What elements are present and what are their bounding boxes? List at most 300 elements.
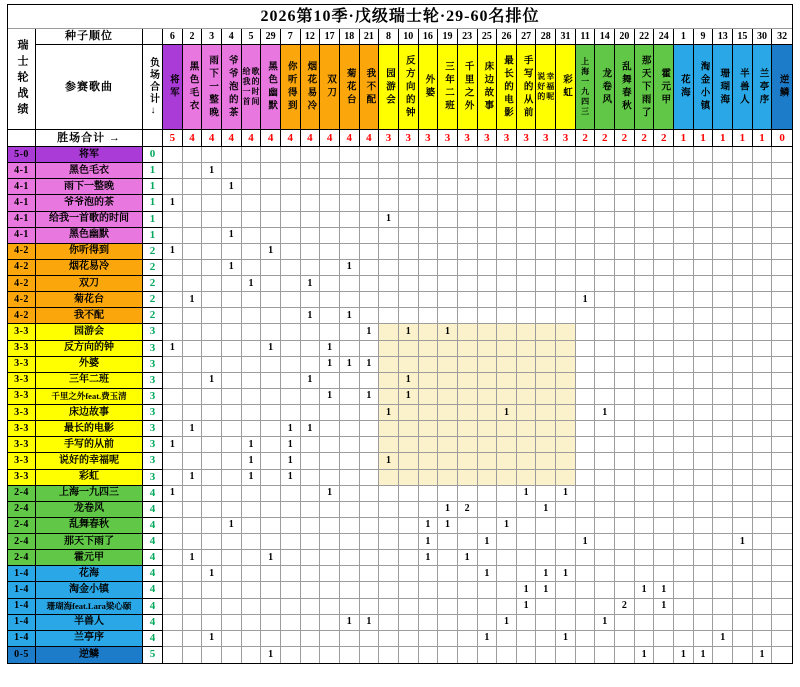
result-cell[interactable] [497,324,517,340]
result-cell[interactable]: 1 [399,324,419,340]
result-cell[interactable] [183,599,203,615]
result-cell[interactable] [694,470,714,486]
result-cell[interactable] [379,308,399,324]
row-song-cell[interactable]: 那天下雨了 [36,534,143,550]
row-score-cell[interactable]: 2-4 [8,518,36,534]
result-cell[interactable] [163,357,183,373]
result-cell[interactable] [261,260,281,276]
result-cell[interactable] [517,163,537,179]
result-cell[interactable] [163,228,183,244]
result-cell[interactable] [654,147,674,163]
result-cell[interactable]: 1 [183,470,203,486]
result-cell[interactable] [379,486,399,502]
result-cell[interactable] [360,405,380,421]
song-column-header[interactable]: 黑色幽默 [261,45,281,130]
result-cell[interactable] [163,212,183,228]
result-cell[interactable] [615,437,635,453]
result-cell[interactable] [615,260,635,276]
song-column-header[interactable]: 三年二班 [438,45,458,130]
result-cell[interactable] [654,566,674,582]
win-total-cell[interactable]: 2 [576,130,596,147]
song-column-header[interactable]: 龙卷风 [595,45,615,130]
result-cell[interactable] [360,534,380,550]
result-cell[interactable] [733,357,753,373]
win-total-cell[interactable]: 3 [419,130,439,147]
result-cell[interactable] [497,163,517,179]
result-cell[interactable]: 1 [163,195,183,211]
result-cell[interactable] [753,566,773,582]
result-cell[interactable] [772,244,792,260]
result-cell[interactable] [222,212,242,228]
result-cell[interactable]: 2 [458,502,478,518]
result-cell[interactable]: 1 [595,615,615,631]
win-total-cell[interactable]: 4 [202,130,222,147]
seed-cell[interactable]: 25 [478,29,498,45]
result-cell[interactable] [674,437,694,453]
row-score-cell[interactable]: 1-4 [8,566,36,582]
result-cell[interactable] [478,179,498,195]
result-cell[interactable]: 1 [320,389,340,405]
result-cell[interactable] [301,453,321,469]
result-cell[interactable] [183,566,203,582]
result-cell[interactable] [360,550,380,566]
result-cell[interactable] [320,437,340,453]
result-cell[interactable] [576,195,596,211]
result-cell[interactable] [497,341,517,357]
win-total-cell[interactable]: 4 [261,130,281,147]
result-cell[interactable] [399,244,419,260]
result-cell[interactable] [163,373,183,389]
row-song-cell[interactable]: 兰亭序 [36,631,143,647]
result-cell[interactable]: 1 [301,308,321,324]
result-cell[interactable] [674,470,694,486]
result-cell[interactable] [419,308,439,324]
result-cell[interactable] [399,647,419,663]
result-cell[interactable] [635,357,655,373]
result-cell[interactable] [536,228,556,244]
result-cell[interactable] [556,276,576,292]
result-cell[interactable] [694,147,714,163]
result-cell[interactable] [458,228,478,244]
song-column-header[interactable]: 菊花台 [340,45,360,130]
seed-cell[interactable]: 4 [222,29,242,45]
result-cell[interactable] [536,453,556,469]
result-cell[interactable] [261,357,281,373]
result-cell[interactable] [458,163,478,179]
song-column-header[interactable]: 霍元甲 [654,45,674,130]
result-cell[interactable] [301,292,321,308]
result-cell[interactable] [694,405,714,421]
row-loss-cell[interactable]: 3 [143,357,163,373]
result-cell[interactable] [517,212,537,228]
result-cell[interactable] [419,195,439,211]
result-cell[interactable] [595,292,615,308]
result-cell[interactable] [202,534,222,550]
result-cell[interactable] [202,437,222,453]
result-cell[interactable] [183,518,203,534]
win-total-cell[interactable]: 4 [360,130,380,147]
result-cell[interactable] [202,389,222,405]
result-cell[interactable] [674,276,694,292]
result-cell[interactable] [202,453,222,469]
result-cell[interactable] [556,502,576,518]
result-cell[interactable] [536,212,556,228]
result-cell[interactable] [753,292,773,308]
result-cell[interactable] [340,453,360,469]
result-cell[interactable]: 1 [163,341,183,357]
result-cell[interactable] [202,470,222,486]
result-cell[interactable] [753,308,773,324]
result-cell[interactable] [556,260,576,276]
seed-cell[interactable]: 17 [320,29,340,45]
result-cell[interactable] [753,260,773,276]
result-cell[interactable] [556,550,576,566]
result-cell[interactable] [576,405,596,421]
result-cell[interactable] [360,647,380,663]
result-cell[interactable] [379,437,399,453]
result-cell[interactable]: 1 [379,212,399,228]
result-cell[interactable] [222,534,242,550]
result-cell[interactable] [301,195,321,211]
result-cell[interactable] [536,244,556,260]
result-cell[interactable] [222,147,242,163]
result-cell[interactable] [654,631,674,647]
result-cell[interactable] [635,276,655,292]
result-cell[interactable] [576,566,596,582]
result-cell[interactable] [320,292,340,308]
result-cell[interactable] [183,212,203,228]
result-cell[interactable] [753,518,773,534]
result-cell[interactable]: 1 [576,534,596,550]
result-cell[interactable] [360,147,380,163]
result-cell[interactable] [694,212,714,228]
result-cell[interactable] [379,550,399,566]
result-cell[interactable]: 1 [222,179,242,195]
result-cell[interactable] [320,470,340,486]
row-score-cell[interactable]: 3-3 [8,389,36,405]
result-cell[interactable] [202,260,222,276]
result-cell[interactable] [281,389,301,405]
row-loss-cell[interactable]: 3 [143,453,163,469]
result-cell[interactable] [635,324,655,340]
result-cell[interactable] [713,453,733,469]
result-cell[interactable] [615,308,635,324]
result-cell[interactable] [202,324,222,340]
result-cell[interactable] [458,179,478,195]
result-cell[interactable]: 1 [202,566,222,582]
result-cell[interactable] [281,260,301,276]
result-cell[interactable] [595,244,615,260]
row-loss-cell[interactable]: 4 [143,534,163,550]
result-cell[interactable] [595,195,615,211]
result-cell[interactable] [497,502,517,518]
result-cell[interactable] [753,341,773,357]
row-score-cell[interactable]: 4-2 [8,308,36,324]
result-cell[interactable] [438,389,458,405]
result-cell[interactable] [753,550,773,566]
row-score-cell[interactable]: 5-0 [8,147,36,163]
result-cell[interactable] [635,147,655,163]
result-cell[interactable] [694,179,714,195]
result-cell[interactable] [202,518,222,534]
result-cell[interactable] [261,518,281,534]
result-cell[interactable] [399,631,419,647]
result-cell[interactable] [222,324,242,340]
seed-cell[interactable]: 31 [556,29,576,45]
row-song-cell[interactable]: 园游会 [36,324,143,340]
seed-cell[interactable]: 2 [183,29,203,45]
result-cell[interactable] [654,260,674,276]
result-cell[interactable] [183,324,203,340]
result-cell[interactable] [438,357,458,373]
result-cell[interactable] [576,615,596,631]
row-score-cell[interactable]: 4-1 [8,195,36,211]
row-loss-cell[interactable]: 4 [143,566,163,582]
result-cell[interactable] [654,486,674,502]
result-cell[interactable] [399,276,419,292]
result-cell[interactable] [674,147,694,163]
result-cell[interactable] [340,647,360,663]
result-cell[interactable] [595,276,615,292]
result-cell[interactable] [635,341,655,357]
result-cell[interactable] [694,357,714,373]
result-cell[interactable] [222,470,242,486]
result-cell[interactable] [576,163,596,179]
result-cell[interactable] [320,228,340,244]
result-cell[interactable] [340,486,360,502]
result-cell[interactable] [635,228,655,244]
result-cell[interactable] [202,582,222,598]
result-cell[interactable] [301,566,321,582]
result-cell[interactable] [772,276,792,292]
result-cell[interactable] [595,437,615,453]
result-cell[interactable] [261,599,281,615]
result-cell[interactable] [576,244,596,260]
result-cell[interactable] [517,631,537,647]
result-cell[interactable] [654,163,674,179]
result-cell[interactable] [202,228,222,244]
result-cell[interactable] [478,324,498,340]
result-cell[interactable]: 1 [202,631,222,647]
row-loss-cell[interactable]: 2 [143,276,163,292]
result-cell[interactable] [458,534,478,550]
result-cell[interactable] [478,163,498,179]
result-cell[interactable] [772,292,792,308]
result-cell[interactable] [497,486,517,502]
result-cell[interactable] [163,389,183,405]
result-cell[interactable] [320,582,340,598]
row-score-cell[interactable]: 3-3 [8,373,36,389]
result-cell[interactable] [202,502,222,518]
result-cell[interactable] [635,163,655,179]
result-cell[interactable] [753,389,773,405]
song-column-header[interactable]: 淘金小镇 [694,45,714,130]
result-cell[interactable] [163,566,183,582]
result-cell[interactable] [202,405,222,421]
result-cell[interactable] [733,244,753,260]
result-cell[interactable] [438,647,458,663]
result-cell[interactable]: 1 [517,599,537,615]
result-cell[interactable]: 1 [419,550,439,566]
result-cell[interactable] [242,292,262,308]
result-cell[interactable] [301,147,321,163]
result-cell[interactable]: 1 [694,647,714,663]
result-cell[interactable] [360,292,380,308]
result-cell[interactable] [458,405,478,421]
result-cell[interactable] [360,373,380,389]
result-cell[interactable] [478,453,498,469]
result-cell[interactable] [458,631,478,647]
result-cell[interactable] [635,212,655,228]
result-cell[interactable]: 1 [261,647,281,663]
result-cell[interactable] [733,518,753,534]
seed-cell[interactable]: 19 [438,29,458,45]
result-cell[interactable] [713,582,733,598]
result-cell[interactable] [497,373,517,389]
result-cell[interactable] [595,212,615,228]
result-cell[interactable] [733,550,753,566]
result-cell[interactable] [635,389,655,405]
row-score-cell[interactable]: 3-3 [8,324,36,340]
result-cell[interactable] [183,179,203,195]
result-cell[interactable] [595,486,615,502]
result-cell[interactable] [222,647,242,663]
row-score-cell[interactable]: 3-3 [8,453,36,469]
result-cell[interactable] [556,647,576,663]
result-cell[interactable] [222,615,242,631]
result-cell[interactable] [183,502,203,518]
result-cell[interactable]: 1 [163,244,183,260]
result-cell[interactable] [753,599,773,615]
result-cell[interactable] [713,486,733,502]
result-cell[interactable] [478,421,498,437]
result-cell[interactable] [281,502,301,518]
result-cell[interactable] [379,373,399,389]
song-column-header[interactable]: 上海一九四三 [576,45,596,130]
result-cell[interactable] [379,599,399,615]
result-cell[interactable] [733,486,753,502]
result-cell[interactable] [301,212,321,228]
result-cell[interactable] [163,550,183,566]
result-cell[interactable] [222,631,242,647]
row-score-cell[interactable]: 1-4 [8,599,36,615]
result-cell[interactable] [674,534,694,550]
result-cell[interactable] [674,195,694,211]
row-loss-cell[interactable]: 4 [143,518,163,534]
result-cell[interactable] [772,453,792,469]
result-cell[interactable]: 1 [536,502,556,518]
result-cell[interactable] [753,502,773,518]
result-cell[interactable] [360,518,380,534]
row-loss-cell[interactable]: 3 [143,341,163,357]
result-cell[interactable] [654,647,674,663]
result-cell[interactable] [576,470,596,486]
result-cell[interactable] [458,260,478,276]
result-cell[interactable]: 1 [379,405,399,421]
result-cell[interactable] [438,486,458,502]
result-cell[interactable] [301,244,321,260]
result-cell[interactable]: 1 [536,566,556,582]
result-cell[interactable] [438,437,458,453]
win-total-cell[interactable]: 1 [753,130,773,147]
row-song-cell[interactable]: 上海一九四三 [36,486,143,502]
row-score-cell[interactable]: 4-2 [8,260,36,276]
result-cell[interactable] [497,308,517,324]
result-cell[interactable]: 1 [222,228,242,244]
result-cell[interactable] [458,276,478,292]
result-cell[interactable] [753,179,773,195]
result-cell[interactable] [242,566,262,582]
result-cell[interactable] [242,389,262,405]
result-cell[interactable] [694,518,714,534]
result-cell[interactable] [733,405,753,421]
result-cell[interactable] [635,550,655,566]
result-cell[interactable] [478,550,498,566]
result-cell[interactable] [713,405,733,421]
result-cell[interactable] [517,308,537,324]
result-cell[interactable] [163,631,183,647]
result-cell[interactable] [419,405,439,421]
result-cell[interactable] [753,212,773,228]
result-cell[interactable] [340,582,360,598]
result-cell[interactable] [694,599,714,615]
result-cell[interactable] [674,389,694,405]
result-cell[interactable] [556,357,576,373]
row-score-cell[interactable]: 4-2 [8,276,36,292]
result-cell[interactable]: 1 [576,292,596,308]
result-cell[interactable] [261,534,281,550]
result-cell[interactable] [301,405,321,421]
result-cell[interactable] [517,615,537,631]
row-song-cell[interactable]: 三年二班 [36,373,143,389]
row-loss-cell[interactable]: 3 [143,437,163,453]
row-song-cell[interactable]: 我不配 [36,308,143,324]
result-cell[interactable] [576,486,596,502]
result-cell[interactable] [654,389,674,405]
result-cell[interactable] [517,276,537,292]
result-cell[interactable] [242,518,262,534]
result-cell[interactable] [438,292,458,308]
result-cell[interactable] [772,615,792,631]
row-song-cell[interactable]: 逆鳞 [36,647,143,663]
result-cell[interactable] [281,228,301,244]
result-cell[interactable] [713,421,733,437]
result-cell[interactable] [753,437,773,453]
row-song-cell[interactable]: 反方向的钟 [36,341,143,357]
result-cell[interactable] [419,470,439,486]
row-song-cell[interactable]: 半兽人 [36,615,143,631]
result-cell[interactable] [261,437,281,453]
row-loss-cell[interactable]: 3 [143,324,163,340]
result-cell[interactable] [202,357,222,373]
result-cell[interactable] [478,195,498,211]
result-cell[interactable] [281,292,301,308]
result-cell[interactable] [438,179,458,195]
result-cell[interactable] [497,195,517,211]
row-song-cell[interactable]: 龙卷风 [36,502,143,518]
result-cell[interactable] [595,599,615,615]
result-cell[interactable] [497,244,517,260]
result-cell[interactable] [478,228,498,244]
result-cell[interactable]: 1 [281,453,301,469]
result-cell[interactable]: 1 [301,276,321,292]
result-cell[interactable] [340,566,360,582]
result-cell[interactable] [517,566,537,582]
result-cell[interactable] [694,566,714,582]
result-cell[interactable] [261,212,281,228]
result-cell[interactable] [419,389,439,405]
result-cell[interactable] [497,550,517,566]
